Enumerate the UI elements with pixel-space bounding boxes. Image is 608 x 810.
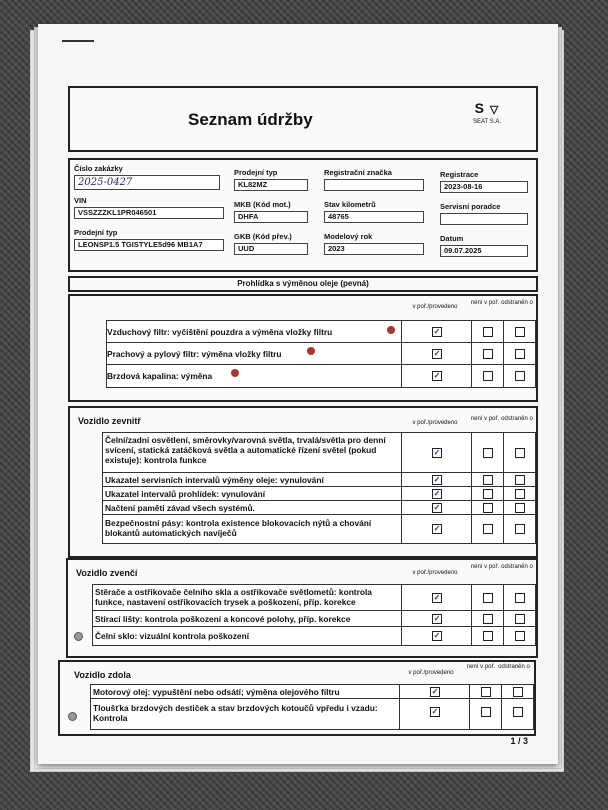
table-row: Motorový olej: vypuštění nebo odsátí; výměna olejového filtru ✓: [90, 684, 534, 700]
table-row: Čelní/zadní osvětlení, směrovky/varovná světla, trvalá/světla pro denní svícení, statická zatáčková světla a automatické řízení světel (pokud existuje): kontrola funkce ✓: [102, 432, 536, 474]
header-box: [68, 86, 538, 152]
fixed-checkbox[interactable]: [513, 687, 523, 697]
table-row: Ukazatel servisních intervalů výměny oleje: vynulování ✓: [102, 472, 536, 488]
table-row: Stěrače a ostřikovače čelního skla a ostřikovače světlometů: kontrola funkce, nastavení ostřikovacích trysek a poškození, příp. korekce ✓: [92, 584, 536, 612]
done-checkbox[interactable]: ✓: [433, 489, 441, 498]
section-filters: [68, 294, 538, 402]
punch-hole-icon: [74, 632, 83, 641]
fixed-checkbox[interactable]: [513, 707, 523, 717]
done-checkbox[interactable]: ✓: [433, 524, 441, 533]
table-row: Stírací lišty: kontrola poškození a koncové polohy, příp. korekce ✓: [92, 610, 536, 628]
mileage-field: Stav kilometrů 48765: [324, 200, 424, 223]
fixed-checkbox[interactable]: [515, 489, 525, 499]
page-title: Seznam údržby: [188, 110, 313, 129]
model-type-field: Prodejní typ LEONSP1.5 TGISTYLE5d96 MB1A7: [74, 228, 224, 251]
seat-logo-icon: S ▽: [474, 100, 500, 116]
not-ok-checkbox[interactable]: [483, 503, 493, 513]
done-checkbox[interactable]: ✓: [433, 475, 441, 484]
table-row: Tloušťka brzdových destiček a stav brzdových kotoučů vpředu i vzadu: Kontrola ✓: [90, 698, 534, 730]
fixed-checkbox[interactable]: [515, 524, 525, 534]
col-done-header: v poř./provedeno: [412, 304, 458, 310]
registration-plate-field: Registrační značka: [324, 168, 424, 191]
fixed-checkbox[interactable]: [515, 327, 525, 337]
sales-type-field: Prodejní typ KL82MZ: [234, 168, 308, 191]
engine-code-field: MKB (Kód mot.) DHFA: [234, 200, 308, 223]
not-ok-checkbox[interactable]: [483, 327, 493, 337]
section-interior: Vozidlo zevnitř v poř./provedeno není v poř. odstraněn o Čelní/zadní osvětlení, směrovky/varovná světla, trvalá/světla pro denní svícení, statická zatáčková světla a automatické řízení světel (pokud existuje): kontrola funkce ✓ Ukazatel servisních intervalů výměny oleje: vynulování ✓ Ukazatel intervalů prohlídek: vynulování ✓ Načtení paměti závad všech systémů. ✓ Bezpečnostní pásy: kontrola existence blokovacích nýtů a chování blokantů automatických navíječů ✓: [68, 406, 538, 558]
table-row: Ukazatel intervalů prohlídek: vynulování ✓: [102, 486, 536, 502]
done-checkbox[interactable]: ✓: [433, 614, 441, 623]
fixed-checkbox[interactable]: [515, 371, 525, 381]
service-advisor-field: Servisní poradce: [440, 202, 528, 225]
table-row: Prachový a pylový filtr: výměna vložky filtru ✓: [106, 342, 536, 366]
date-field: Datum 09.07.2025: [440, 234, 528, 257]
section-underbody: Vozidlo zdola v poř./provedeno není v poř. odstraněn o Motorový olej: vypuštění nebo odsátí; výměna olejového filtru ✓ Tloušťka brzdových destiček a stav brzdových kotoučů vpředu i vzadu: Kontrola ✓: [58, 660, 536, 736]
not-ok-checkbox[interactable]: [481, 707, 491, 717]
done-checkbox[interactable]: ✓: [431, 707, 439, 716]
table-row: Vzduchový filtr: vyčištění pouzdra a výměna vložky filtru ✓: [106, 320, 536, 344]
document-page: [38, 24, 558, 764]
section-title: Vozidlo zvenčí: [76, 568, 138, 578]
not-ok-checkbox[interactable]: [483, 614, 493, 624]
done-checkbox[interactable]: ✓: [431, 687, 439, 696]
marker-dot: [307, 347, 315, 355]
not-ok-checkbox[interactable]: [483, 349, 493, 359]
seat-logo: [458, 100, 516, 125]
fixed-checkbox[interactable]: [515, 593, 525, 603]
fixed-checkbox[interactable]: [515, 349, 525, 359]
table-row: Brzdová kapalina: výměna ✓: [106, 364, 536, 388]
done-checkbox[interactable]: ✓: [433, 371, 441, 380]
not-ok-checkbox[interactable]: [481, 687, 491, 697]
model-year-field: Modelový rok 2023: [324, 232, 424, 255]
done-checkbox[interactable]: ✓: [433, 593, 441, 602]
not-ok-checkbox[interactable]: [483, 593, 493, 603]
vin-field: VIN VSSZZZKL1PR046501: [74, 196, 224, 219]
not-ok-checkbox[interactable]: [483, 475, 493, 485]
registration-date-field: Registrace 2023-08-16: [440, 170, 528, 193]
fixed-checkbox[interactable]: [515, 448, 525, 458]
table-row: Čelní sklo: vizuální kontrola poškození ✓: [92, 626, 536, 646]
col-fixed-header: odstraněn o: [501, 300, 533, 306]
done-checkbox[interactable]: ✓: [433, 503, 441, 512]
fixed-checkbox[interactable]: [515, 631, 525, 641]
page-number: 1 / 3: [510, 736, 528, 746]
oil-service-title: Prohlídka s výměnou oleje (pevná): [68, 276, 538, 292]
vehicle-info-box: [68, 158, 538, 272]
gearbox-code-field: GKB (Kód přev.) UUD: [234, 232, 308, 255]
not-ok-checkbox[interactable]: [483, 371, 493, 381]
section-exterior: Vozidlo zvenčí v poř./provedeno není v poř. odstraněn o Stěrače a ostřikovače čelního skla a ostřikovače světlometů: kontrola funkce, nastavení ostřikovacích trysek a poškození, příp. korekce ✓ Stírací lišty: kontrola poškození a koncové polohy, příp. korekce ✓ Čelní sklo: vizuální kontrola poškození ✓: [66, 558, 538, 658]
not-ok-checkbox[interactable]: [483, 524, 493, 534]
marker-dot: [387, 326, 395, 334]
punch-hole-icon: [68, 712, 77, 721]
order-number-field: Číslo zakázky 2025-0427: [74, 164, 220, 190]
corner-mark: [62, 40, 94, 42]
section-title: Vozidlo zdola: [74, 670, 131, 680]
col-not-ok-header: není v poř.: [470, 300, 500, 306]
not-ok-checkbox[interactable]: [483, 448, 493, 458]
brand-name: SEAT S.A.: [472, 119, 502, 125]
not-ok-checkbox[interactable]: [483, 631, 493, 641]
not-ok-checkbox[interactable]: [483, 489, 493, 499]
fixed-checkbox[interactable]: [515, 614, 525, 624]
table-row: Načtení paměti závad všech systémů. ✓: [102, 500, 536, 516]
fixed-checkbox[interactable]: [515, 475, 525, 485]
done-checkbox[interactable]: ✓: [433, 349, 441, 358]
section-title: Vozidlo zevnitř: [78, 416, 141, 426]
table-row: Bezpečnostní pásy: kontrola existence blokovacích nýtů a chování blokantů automatických navíječů ✓: [102, 514, 536, 544]
marker-dot: [231, 369, 239, 377]
fixed-checkbox[interactable]: [515, 503, 525, 513]
done-checkbox[interactable]: ✓: [433, 448, 441, 457]
done-checkbox[interactable]: ✓: [433, 327, 441, 336]
order-number-value: 2025-0427: [74, 175, 220, 190]
done-checkbox[interactable]: ✓: [433, 631, 441, 640]
